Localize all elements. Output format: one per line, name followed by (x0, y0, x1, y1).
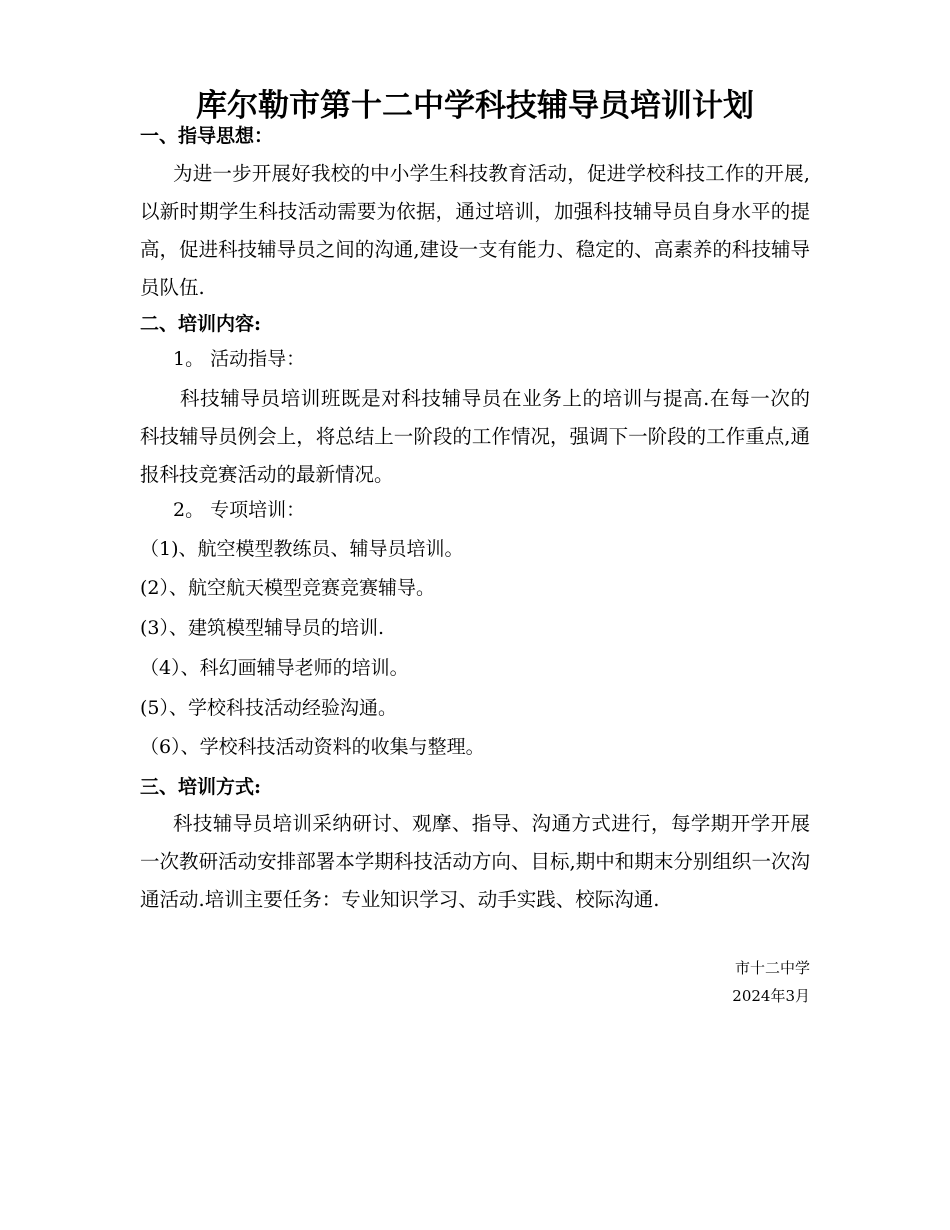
training-method-paragraph: 科技辅导员培训采纳研讨、观摩、指导、沟通方式进行，每学期开学开展一次教研活动安排部署本学期科技活动方向、目标,期中和期末分别组织一次沟通活动.培训主要任务：专业知识学习、动手实践、校际沟通. (140, 812, 810, 911)
training-item: （6）、学校科技活动资料的收集与整理。 (140, 736, 485, 758)
signature-date: 2024年3月 (732, 987, 810, 1005)
training-item: (5）、学校科技活动经验沟通。 (140, 697, 398, 719)
training-item: (3）、建筑模型辅导员的培训. (140, 617, 385, 639)
activity-guidance-label: 1。 活动指导： (173, 348, 306, 370)
activity-guidance-paragraph: 科技辅导员培训班既是对科技辅导员在业务上的培训与提高.在每一次的科技辅导员例会上，将总结上一阶段的工作情况，强调下一阶段的工作重点,通报科技竞赛活动的最新情况。 (140, 387, 810, 486)
special-training-label: 2。 专项培训： (173, 499, 306, 521)
guiding-ideology-paragraph: 为进一步开展好我校的中小学生科技教育活动，促进学校科技工作的开展,以新时期学生科技活动需要为依据，通过培训，加强科技辅导员自身水平的提高，促进科技辅导员之间的沟通,建设一支有能力、稳定的、高素养的科技辅导员队伍. (140, 162, 810, 299)
section-heading-training-content: 二、培训内容: (140, 313, 262, 335)
training-item: （1)、航空模型教练员、辅导员培训。 (140, 538, 464, 560)
section-heading-training-method: 三、培训方式: (140, 776, 262, 798)
signature-organization: 市十二中学 (734, 959, 810, 977)
training-item: (2）、航空航天模型竞赛竞赛辅导。 (140, 577, 436, 599)
document-title: 库尔勒市第十二中学科技辅导员培训计划 (196, 88, 754, 124)
training-item: （4）、科幻画辅导老师的培训。 (140, 657, 409, 679)
section-heading-guiding-ideology: 一、指导思想： (140, 125, 274, 147)
